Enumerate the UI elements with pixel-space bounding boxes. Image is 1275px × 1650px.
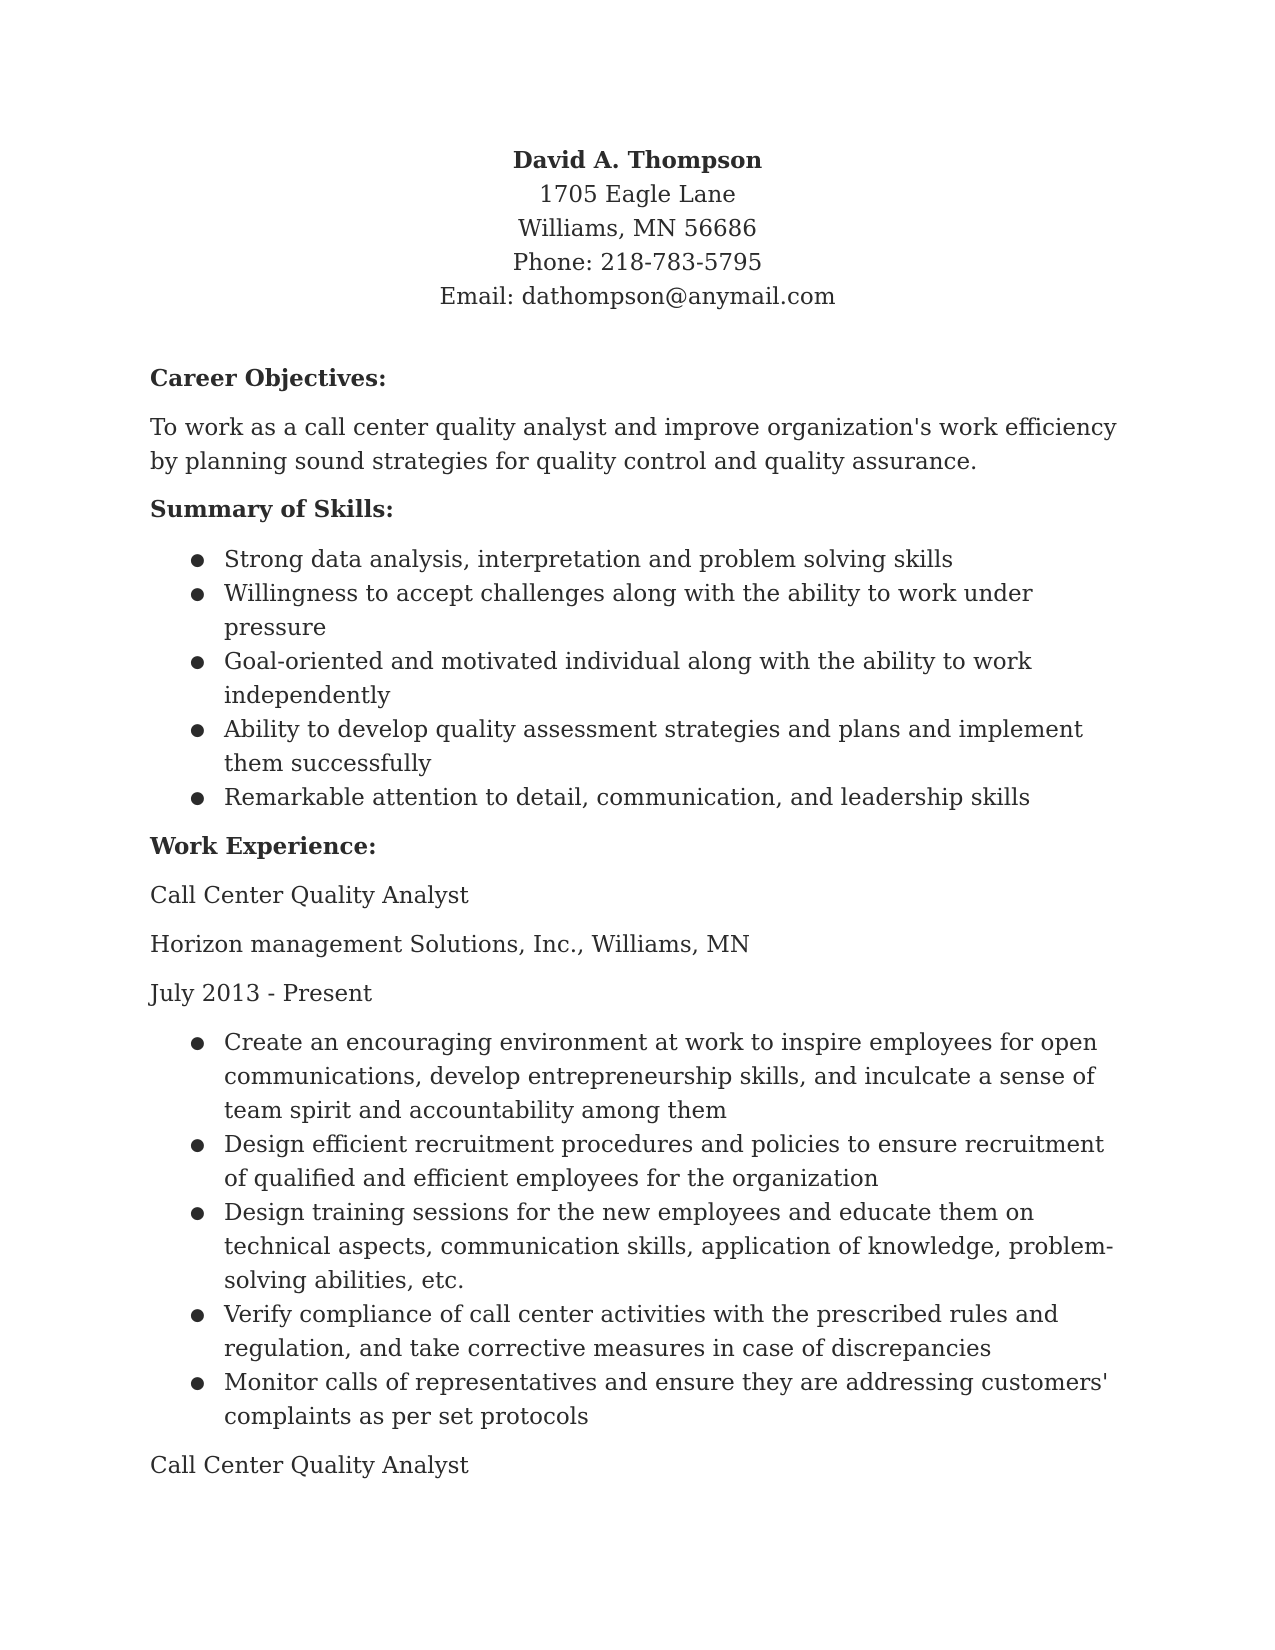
skill-item xyxy=(150,713,1125,781)
contact-header xyxy=(150,144,1125,314)
resume-content xyxy=(150,144,1125,1483)
phone: Phone: 218-783-5795 xyxy=(512,250,763,276)
job-duties-list xyxy=(150,1026,1125,1434)
job-duty-item xyxy=(150,1196,1125,1298)
career-objectives-text: To work as a call center quality analyst and improve organization's work efficiency by planning sound strategies for quality control and quality assurance. xyxy=(150,415,1117,475)
bullet-icon: ● xyxy=(190,1373,205,1393)
bullet-icon: ● xyxy=(190,1033,205,1053)
skills-list xyxy=(150,543,1125,815)
candidate-name: David A. Thompson xyxy=(512,147,763,174)
bullet-icon: ● xyxy=(190,788,205,808)
bullet-icon: ● xyxy=(190,584,205,604)
skill-text: Willingness to accept challenges along with the ability to work under pressure xyxy=(224,581,1033,641)
skill-item xyxy=(150,543,1125,577)
address-line-1: 1705 Eagle Lane xyxy=(539,182,736,208)
skill-item xyxy=(150,577,1125,645)
job-duty-text: Monitor calls of representatives and ensure they are addressing customers' complaints as per set protocols xyxy=(224,1370,1109,1430)
skills-heading: Summary of Skills: xyxy=(150,496,394,523)
job-duty-item xyxy=(150,1366,1125,1434)
job-duty-text: Create an encouraging environment at work to inspire employees for open communications, develop entrepreneurship skills, and inculcate a sense of team spirit and accountability among them xyxy=(224,1030,1098,1124)
job-duty-text: Design efficient recruitment procedures and policies to ensure recruitment of qualified and efficient employees for the organization xyxy=(224,1132,1105,1192)
job-duty-item xyxy=(150,1026,1125,1128)
job-duty-item xyxy=(150,1298,1125,1366)
email: Email: dathompson@anymail.com xyxy=(439,284,836,310)
skill-item xyxy=(150,645,1125,713)
skill-text: Strong data analysis, interpretation and problem solving skills xyxy=(224,547,954,573)
work-experience-heading: Work Experience: xyxy=(150,833,377,860)
skill-text: Goal-oriented and motivated individual along with the ability to work independently xyxy=(224,649,1032,709)
skill-item xyxy=(150,781,1125,815)
bullet-icon: ● xyxy=(190,1135,205,1155)
job-dates: July 2013 - Present xyxy=(150,981,373,1007)
job-duty-item xyxy=(150,1128,1125,1196)
career-objectives-heading: Career Objectives: xyxy=(150,365,387,392)
bullet-icon: ● xyxy=(190,652,205,672)
skill-text: Ability to develop quality assessment strategies and plans and implement them successfully xyxy=(224,717,1083,777)
address-line-2: Williams, MN 56686 xyxy=(518,216,757,242)
bullet-icon: ● xyxy=(190,1203,205,1223)
bullet-icon: ● xyxy=(190,720,205,740)
job-duty-text: Design training sessions for the new employees and educate them on technical aspects, communication skills, application of knowledge, problem-solving abilities, etc. xyxy=(224,1200,1114,1294)
bullet-icon: ● xyxy=(190,550,205,570)
job-role: Call Center Quality Analyst xyxy=(150,883,469,909)
skill-text: Remarkable attention to detail, communication, and leadership skills xyxy=(224,785,1031,811)
job-role: Call Center Quality Analyst xyxy=(150,1453,469,1479)
job-duty-text: Verify compliance of call center activities with the prescribed rules and regulation, and take corrective measures in case of discrepancies xyxy=(224,1302,1059,1362)
bullet-icon: ● xyxy=(190,1305,205,1325)
job-company: Horizon management Solutions, Inc., Williams, MN xyxy=(150,932,750,958)
